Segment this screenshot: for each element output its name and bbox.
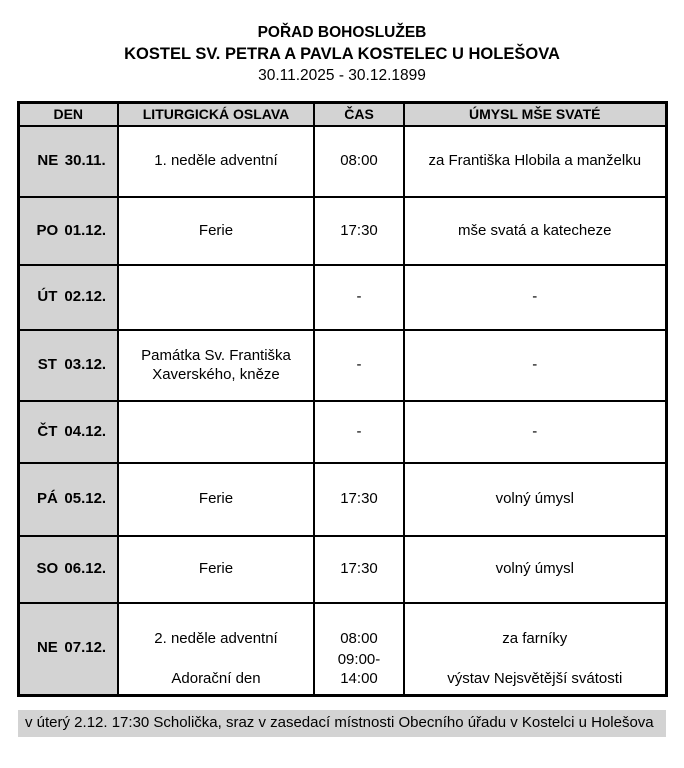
time-cell: 17:30: [314, 536, 404, 603]
day-date: 30.11.: [64, 152, 106, 170]
day-cell: [18, 126, 118, 197]
time-entry-2: 09:00-14:00: [337, 651, 381, 687]
day-date: 06.12.: [64, 560, 107, 578]
celebration-cell: Ferie: [118, 197, 314, 265]
day-abbr: NE: [36, 639, 58, 657]
table-header-row: [18, 103, 666, 127]
table-row: [18, 126, 666, 197]
time-entry-1: 08:00: [340, 629, 378, 647]
intention-cell: za Františka Hlobila a manželku: [404, 126, 666, 197]
footer-note: v úterý 2.12. 17:30 Scholička, sraz v zasedací místnosti Obecního úřadu v Kostelci u Holešova: [18, 710, 666, 737]
day-abbr: ČT: [37, 422, 58, 440]
intention-cell: -: [404, 401, 666, 463]
table-row: [18, 401, 666, 463]
document-header: [0, 0, 684, 86]
day-abbr: PO: [36, 221, 59, 239]
day-date: 04.12.: [64, 422, 107, 440]
table-row: [18, 603, 666, 695]
time-cell: -: [314, 401, 404, 463]
celebration-cell: Ferie: [118, 536, 314, 603]
intention-cell: volný úmysl: [404, 536, 666, 603]
table-row: [18, 536, 666, 603]
schedule-table: [17, 101, 668, 697]
celebration-cell: Památka Sv. Františka Xaverského, kněze: [118, 330, 314, 401]
day-abbr: PÁ: [36, 490, 58, 508]
intention-entry-1: za farníky: [502, 629, 568, 647]
intention-cell: -: [404, 265, 666, 330]
intention-entry-2: výstav Nejsvětější svátosti: [447, 670, 623, 687]
celebration-cell: Ferie: [118, 463, 314, 536]
day-date: 05.12.: [64, 490, 107, 508]
day-cell: [18, 330, 118, 401]
col-header-day: DEN: [18, 103, 118, 127]
day-date: 03.12.: [64, 356, 107, 374]
day-cell: [18, 463, 118, 536]
celebration-cell: [118, 401, 314, 463]
day-abbr: ÚT: [37, 288, 58, 306]
intention-cell: [404, 603, 666, 695]
col-header-celebration: LITURGICKÁ OSLAVA: [118, 103, 314, 127]
celebration-cell: [118, 265, 314, 330]
time-cell: 17:30: [314, 197, 404, 265]
col-header-intention: ÚMYSL MŠE SVATÉ: [404, 103, 666, 127]
day-abbr: SO: [36, 560, 59, 578]
day-abbr: ST: [37, 356, 57, 374]
celebration-entry-2: Adorační den: [171, 670, 261, 687]
date-range: 30.11.2025 - 30.12.1899: [258, 67, 426, 84]
day-date: 07.12.: [64, 639, 107, 657]
celebration-entry-1: 2. neděle adventní: [154, 629, 278, 647]
time-cell: 08:00: [314, 126, 404, 197]
table-row: [18, 265, 666, 330]
intention-cell: volný úmysl: [404, 463, 666, 536]
day-cell: [18, 401, 118, 463]
intention-cell: mše svatá a katecheze: [404, 197, 666, 265]
table-row: [18, 197, 666, 265]
table-row: [18, 330, 666, 401]
time-cell: [314, 603, 404, 695]
day-date: 02.12.: [64, 288, 107, 306]
celebration-cell: 1. neděle adventní: [118, 126, 314, 197]
day-date: 01.12.: [64, 221, 107, 239]
col-header-time: ČAS: [314, 103, 404, 127]
day-cell: [18, 603, 118, 695]
page-title: POŘAD BOHOSLUŽEB: [257, 24, 427, 41]
day-abbr: NE: [37, 152, 59, 170]
intention-cell: -: [404, 330, 666, 401]
celebration-cell: [118, 603, 314, 695]
time-cell: -: [314, 265, 404, 330]
day-cell: [18, 197, 118, 265]
time-cell: 17:30: [314, 463, 404, 536]
church-name: KOSTEL SV. PETRA A PAVLA KOSTELEC U HOLEŠOVA: [124, 45, 560, 63]
table-row: [18, 463, 666, 536]
time-cell: -: [314, 330, 404, 401]
day-cell: [18, 265, 118, 330]
day-cell: [18, 536, 118, 603]
